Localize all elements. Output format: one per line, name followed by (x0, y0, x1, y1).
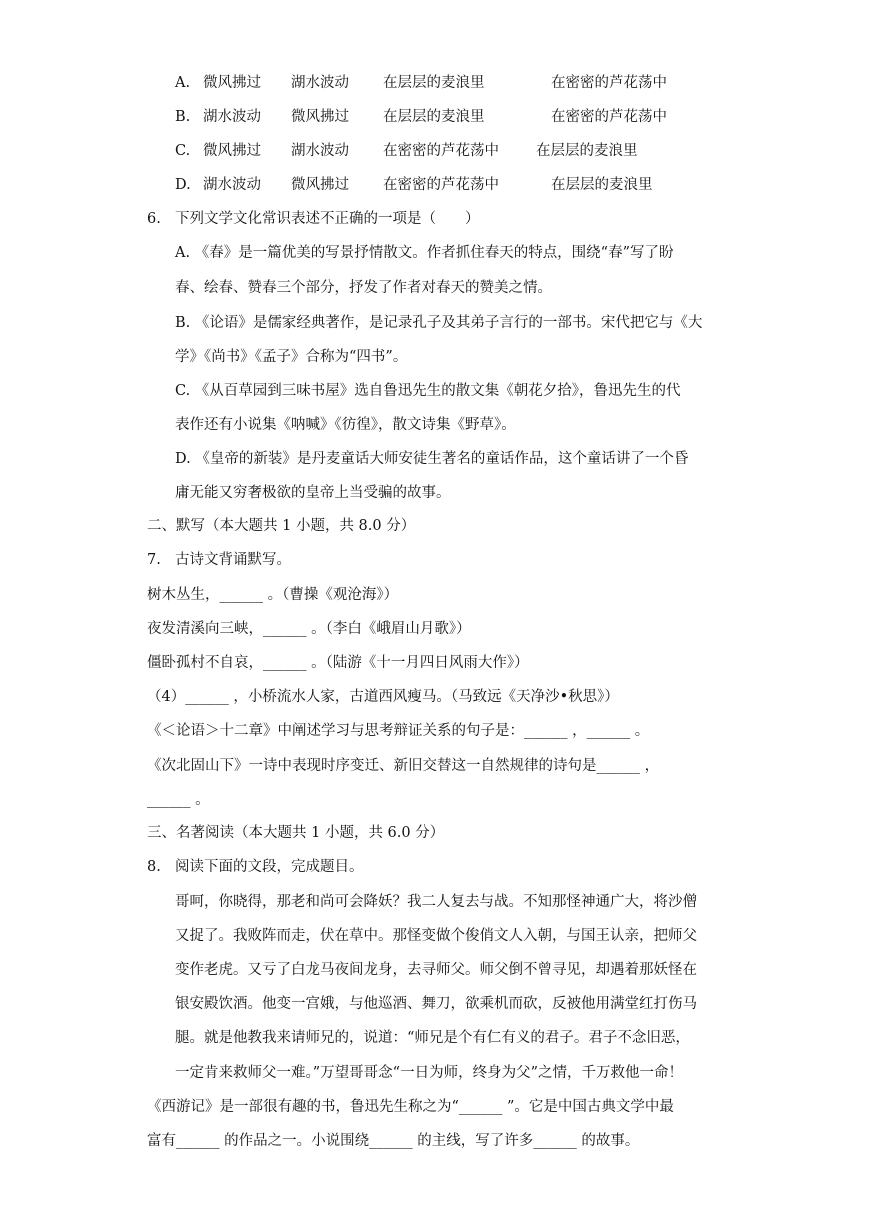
q6-option-d-line2: 庸无能又穷奢极欲的皇帝上当受骗的故事。 (175, 485, 451, 501)
option-phrase-3: 在密密的芦花荡中 (383, 177, 499, 193)
q7-line-6: 《次北固山下》一诗中表现时序变迁、新旧交替这一自然规律的诗句是______ ， (147, 758, 660, 774)
option-phrase-3: 在层层的麦浪里 (383, 109, 485, 125)
option-phrase-4: 在密密的芦花荡中 (551, 75, 667, 91)
q7-line-2: 夜发清溪向三峡，______ 。（李白《峨眉山月歌》） (147, 621, 471, 637)
option-phrase-3: 在密密的芦花荡中 (383, 143, 499, 159)
option-phrase-1: 湖水波动 (203, 177, 261, 193)
q6-option-a-line1: A. 《春》是一篇优美的写景抒情散文。作者抓住春天的特点，围绕“春”写了盼 (175, 245, 674, 261)
option-label: C. (175, 143, 191, 159)
option-phrase-2: 微风拂过 (291, 177, 349, 193)
option-phrase-3: 在层层的麦浪里 (383, 75, 485, 91)
q8-stem: 阅读下面的文段，完成题目。 (175, 859, 364, 875)
option-label: D. (175, 177, 191, 193)
q7-stem: 古诗文背诵默写。 (175, 552, 291, 568)
q7-line-5: 《＜论语＞十二章》中阐述学习与思考辩证关系的句子是：______ ，______ 。 (147, 723, 650, 739)
q5-option-d (175, 175, 653, 195)
option-phrase-1: 微风拂过 (203, 143, 261, 159)
q8-question-line2: 富有______ 的作品之一。小说围绕______ 的主线，写了许多______ 的故事。 (147, 1133, 640, 1149)
q7-line-7: ______ 。 (147, 792, 210, 808)
option-phrase-4: 在层层的麦浪里 (536, 143, 638, 159)
q8-passage-line3: 变作老虎。又亏了白龙马夜间龙身，去寻师父。师父倒不曾寻见，却遇着那妖怪在 (175, 962, 697, 978)
q8-question-line1: 《西游记》是一部很有趣的书，鲁迅先生称之为“______ ”。它是中国古典文学中最 (147, 1099, 674, 1115)
q8-passage-line6: 一定肯来救师父一难。”万望哥哥念“一日为师，终身为父”之情，千万救他一命！ (175, 1065, 683, 1081)
q8-passage-line1: 哥呵，你晓得，那老和尚可会降妖？我二人复去与战。不知那怪神通广大，将沙僧 (175, 894, 697, 910)
q6-option-b-line2: 学》《尚书》《孟子》合称为“四书”。 (175, 349, 408, 365)
q7-line-3: 僵卧孤村不自哀，______ 。（陆游《十一月四日风雨大作》） (147, 655, 529, 671)
q8-passage-line5: 腿。就是他教我来请师兄的，说道：“师兄是个有仁有义的君子。君子不念旧恶， (175, 1030, 690, 1046)
section-heading-dictation: 二、默写（本大题共 1 小题，共 8.0 分） (147, 518, 416, 534)
q6-stem: 下列文学文化常识表述不正确的一项是（ ） (175, 211, 480, 227)
option-phrase-2: 湖水波动 (291, 75, 349, 91)
q6-option-c-line2: 表作还有小说集《呐喊》《彷徨》，散文诗集《野草》。 (175, 417, 516, 433)
option-label: A. (175, 75, 191, 91)
q6-option-c-line1: C. 《从百草园到三味书屋》选自鲁迅先生的散文集《朝花夕拾》，鲁迅先生的代 (175, 383, 681, 399)
q8-passage-line2: 又捉了。我败阵而走，伏在草中。那怪变做个俊俏文人入朝，与国王认亲，把师父 (175, 928, 697, 944)
q5-option-a (175, 73, 667, 93)
option-phrase-4: 在层层的麦浪里 (551, 177, 653, 193)
q6-option-b-line1: B. 《论语》是儒家经典著作，是记录孔子及其弟子言行的一部书。宋代把它与《大 (175, 315, 703, 331)
q8-number: 8. (147, 859, 161, 875)
q8-passage-line4: 银安殿饮酒。他变一宫娥，与他巡酒、舞刀，欲乘机而砍，反被他用满堂红打伤马 (175, 996, 697, 1012)
option-phrase-4: 在密密的芦花荡中 (551, 109, 667, 125)
option-phrase-1: 微风拂过 (203, 75, 261, 91)
q6-number: 6. (147, 211, 161, 227)
q6-option-d-line1: D. 《皇帝的新装》是丹麦童话大师安徒生著名的童话作品，这个童话讲了一个昏 (175, 451, 689, 467)
q7-line-1: 树木丛生，______ 。（曹操《观沧海》） (147, 587, 399, 603)
q7-line-4: （4）______ ，小桥流水人家，古道西风瘦马。（马致远《天净沙•秋思》） (147, 689, 619, 705)
option-phrase-1: 湖水波动 (203, 109, 261, 125)
q5-option-c (175, 141, 638, 161)
q7-number: 7. (147, 552, 161, 568)
option-phrase-2: 微风拂过 (291, 109, 349, 125)
q6-option-a-line2: 春、绘春、赞春三个部分，抒发了作者对春天的赞美之情。 (175, 280, 552, 296)
section-heading-classics: 三、名著阅读（本大题共 1 小题，共 6.0 分） (147, 825, 445, 841)
q5-option-b (175, 107, 667, 127)
option-label: B. (175, 109, 191, 125)
option-phrase-2: 湖水波动 (291, 143, 349, 159)
